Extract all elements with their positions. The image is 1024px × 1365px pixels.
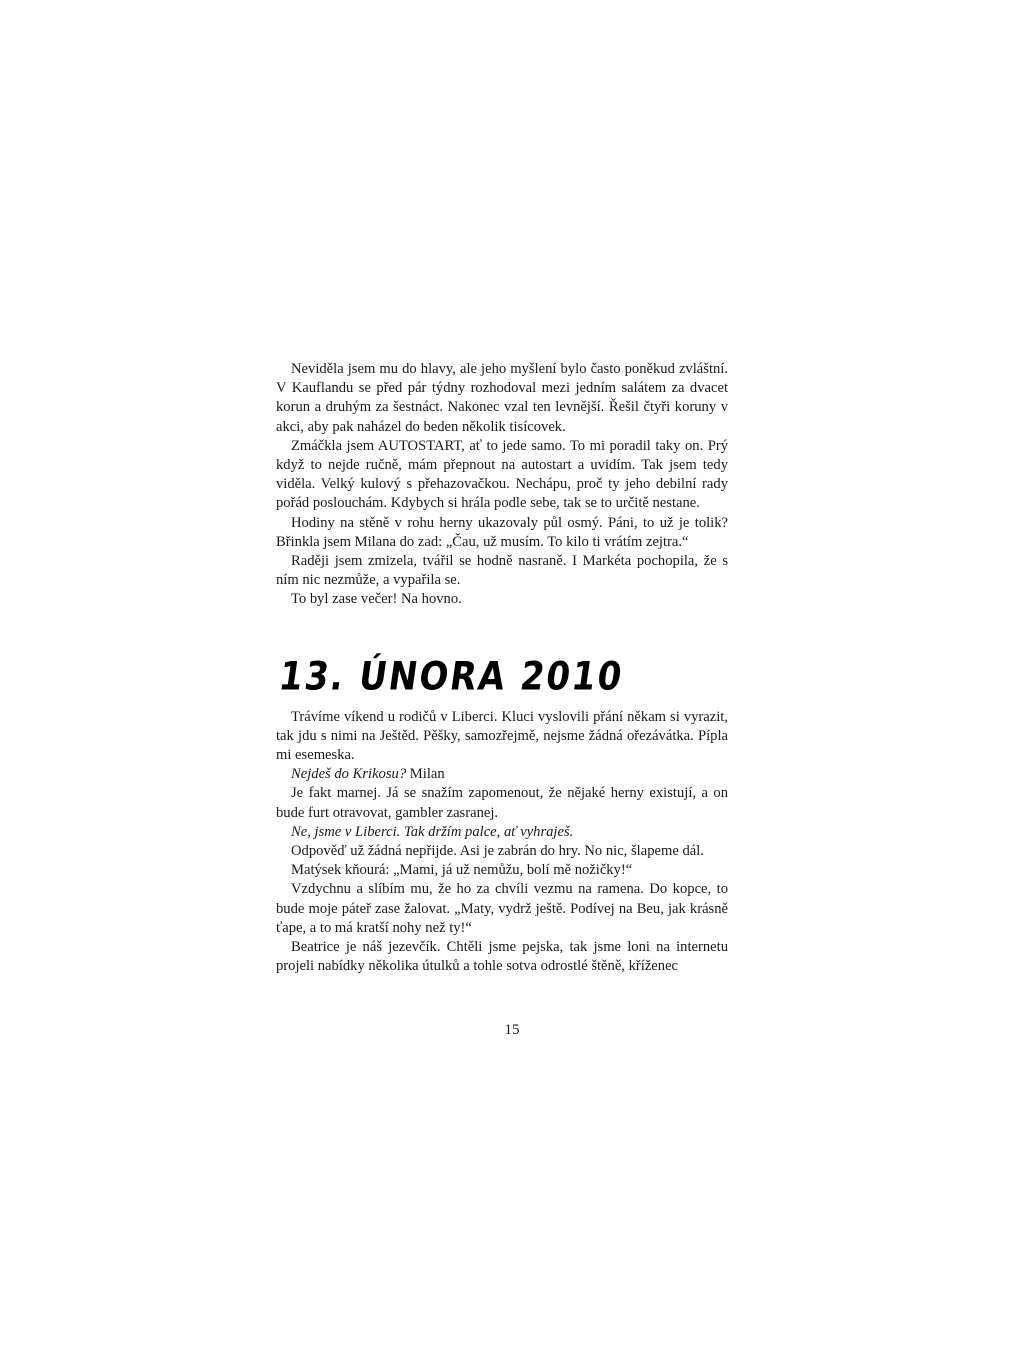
paragraph: Odpověď už žádná nepřijde. Asi je zabrán do hry. No nic, šlapeme dál. [291,843,704,860]
paragraph: Hodiny na stěně v rohu herny ukazovaly půl osmý. Páni, to už je tolik? Břinkla jsem Milana do zad: „Čau, už musím. To kilo ti vrátím zejtra.“ [276,514,728,550]
section-before-heading [276,360,728,610]
paragraph: Matýsek kňourá: „Mami, já už nemůžu, bolí mě nožičky!“ [291,862,633,879]
paragraph: To byl zase večer! Na hovno. [291,591,462,608]
page-number: 15 [504,1022,520,1038]
sms-text: Nejdeš do Krikosu? [291,766,407,783]
paragraph: Vzdychnu a slíbím mu, že ho za chvíli vezmu na ramena. Do kopce, to bude moje páteř zase žalovat. „Maty, vydrž ještě. Podívej na Beu, jak krásně ťape, a to má kratší nohy než ty!“ [276,881,728,936]
reply-text: Ne, jsme v Liberci. Tak držím palce, ať vyhraješ. [291,823,574,840]
sms-paragraph [276,765,728,784]
paragraph: Je fakt marnej. Já se snažím zapomenout, že nějaké herny existují, a on bude furt otravovat, gambler zasranej. [276,785,728,821]
sms-sender: Milan [406,766,445,783]
book-page [276,360,728,976]
paragraph: Beatrice je náš jezevčík. Chtěli jsme pejska, tak jsme loni na internetu projeli nabídky několika útulků a tohle sotva odrostlé štěně, kříženec [276,939,728,975]
paragraph: Zmáčkla jsem AUTOSTART, ať to jede samo. To mi poradil taky on. Prý když to nejde ručně, mám přepnout na autostart a uvidím. Tak jsem tedy viděla. Velký kulový s přehazovačkou. Nechápu, proč ty jeho debilní rady pořád poslouchám. Kdybych si hrála podle sebe, tak se to určitě nestane. [276,437,728,512]
section-after-heading [276,708,728,977]
paragraph: Raději jsem zmizela, tvářil se hodně nasraně. I Markéta pochopila, že s ním nic nezmůže, a vypařila se. [276,553,728,589]
paragraph: Neviděla jsem mu do hlavy, ale jeho myšlení bylo často poněkud zvláštní. V Kauflandu se před pár týdny rozhodoval mezi jedním salátem za dvacet korun a druhým za šestnáct. Nakonec vzal ten levnější. Řešil čtyři koruny v akci, aby pak naházel do beden několik tisícovek. [276,361,728,435]
reply-paragraph [276,823,728,842]
paragraph: Trávíme víkend u rodičů v Liberci. Kluci vyslovili přání někam si vyrazit, tak jdu s nimi na Ještěd. Pěšky, samozřejmě, nejsme žádná ořezávátka. Pípla mi esemeska. [276,708,728,764]
date-heading [276,644,728,700]
date-heading-text: 13. ÚNORA 2010 [276,653,627,700]
